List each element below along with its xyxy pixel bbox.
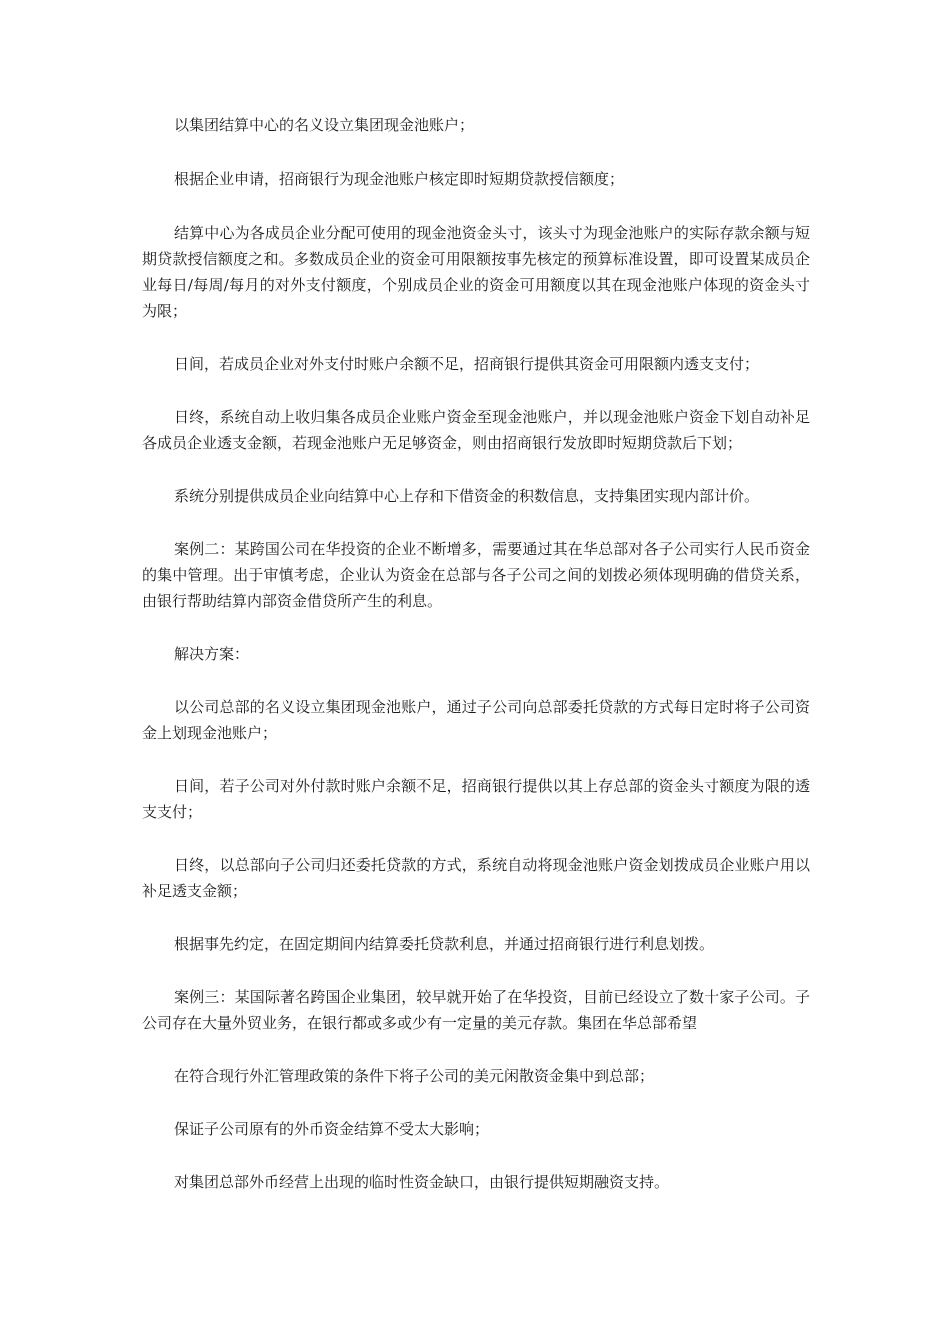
document-body (142, 112, 810, 1195)
paragraph-10: 日间，若子公司对外付款时账户余额不足，招商银行提供以其上存总部的资金头寸额度为限的透支支付； (142, 777, 810, 821)
paragraph-4: 日间，若成员企业对外支付时账户余额不足，招商银行提供其资金可用限额内透支支付； (174, 355, 760, 373)
paragraph-8: 解决方案： (174, 645, 250, 663)
paragraph-13: 案例三：某国际著名跨国企业集团，较早就开始了在华投资，目前已经设立了数十家子公司。子公司存在大量外贸业务，在银行都或多或少有一定量的美元存款。集团在华总部希望 (142, 988, 810, 1032)
paragraph-11: 日终，以总部向子公司归还委托贷款的方式，系统自动将现金池账户资金划拨成员企业账户用以补足透支金额； (142, 856, 810, 900)
paragraph-7: 案例二：某跨国公司在华投资的企业不断增多，需要通过其在华总部对各子公司实行人民币资金的集中管理。出于审慎考虑，企业认为资金在总部与各子公司之间的划拨必须体现明确的借贷关系，由银行帮助结算内部资金借贷所产生的利息。 (142, 540, 810, 610)
paragraph-9: 以公司总部的名义设立集团现金池账户，通过子公司向总部委托贷款的方式每日定时将子公司资金上划现金池账户； (142, 698, 810, 742)
paragraph-16: 对集团总部外币经营上出现的临时性资金缺口，由银行提供短期融资支持。 (174, 1173, 670, 1191)
paragraph-15: 保证子公司原有的外币资金结算不受太大影响； (174, 1120, 490, 1138)
paragraph-3: 结算中心为各成员企业分配可使用的现金池资金头寸，该头寸为现金池账户的实际存款余额与短期贷款授信额度之和。多数成员企业的资金可用限额按事先核定的预算标准设置，即可设置某成员企业每日/每周/每月的对外支付额度，个别成员企业的资金可用额度以其在现金池账户体现的资金头寸为限； (142, 224, 810, 320)
paragraph-2: 根据企业申请，招商银行为现金池账户核定即时短期贷款授信额度； (174, 170, 625, 188)
paragraph-14: 在符合现行外汇管理政策的条件下将子公司的美元闲散资金集中到总部； (174, 1067, 655, 1085)
paragraph-6: 系统分别提供成员企业向结算中心上存和下借资金的积数信息，支持集团实现内部计价。 (174, 487, 760, 505)
paragraph-1: 以集团结算中心的名义设立集团现金池账户； (174, 116, 475, 134)
paragraph-12: 根据事先约定，在固定期间内结算委托贷款利息，并通过招商银行进行利息划拨。 (174, 935, 715, 953)
paragraph-5: 日终，系统自动上收归集各成员企业账户资金至现金池账户，并以现金池账户资金下划自动补足各成员企业透支金额，若现金池账户无足够资金，则由招商银行发放即时短期贷款后下划； (142, 408, 810, 452)
